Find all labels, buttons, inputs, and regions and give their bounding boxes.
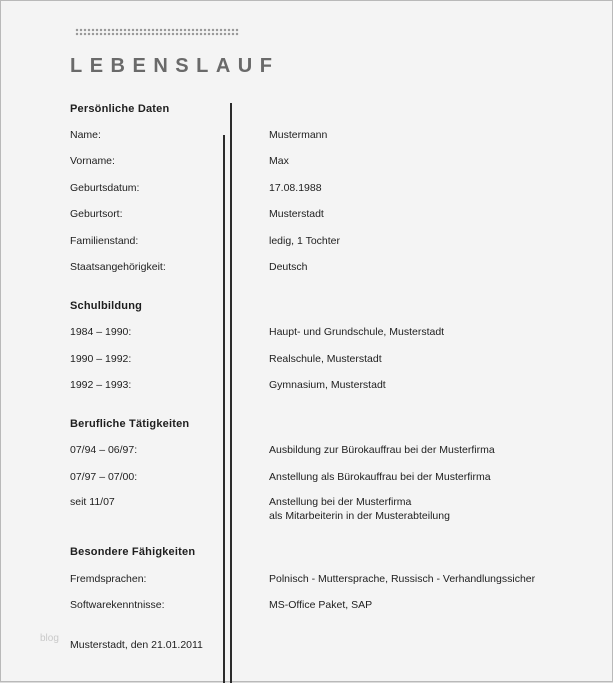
value-work-1: Ausbildung zur Bürokauffrau bei der Musterfirma (269, 444, 495, 456)
value-languages: Polnisch - Muttersprache, Russisch - Verhandlungssicher (269, 573, 536, 585)
label-school-period-1: 1984 – 1990: (70, 326, 132, 338)
label-first-name: Vorname: (70, 155, 115, 167)
section-heading-personal: Persönliche Daten (70, 103, 170, 115)
label-nationality: Staatsangehörigkeit: (70, 261, 166, 273)
label-birth-date: Geburtsdatum: (70, 182, 140, 194)
value-school-2: Realschule, Musterstadt (269, 353, 382, 365)
label-software: Softwarekenntnisse: (70, 599, 165, 611)
value-school-1: Haupt- und Grundschule, Musterstadt (269, 326, 445, 338)
value-nationality: Deutsch (269, 261, 308, 273)
section-heading-work: Berufliche Tätigkeiten (70, 418, 190, 430)
value-marital-status: ledig, 1 Tochter (269, 235, 341, 247)
signature-place-date: Musterstadt, den 21.01.2011 (70, 639, 203, 651)
section-heading-skills: Besondere Fähigkeiten (70, 546, 196, 558)
section-heading-school: Schulbildung (70, 300, 143, 312)
value-birth-place: Musterstadt (269, 208, 324, 220)
value-name: Mustermann (269, 129, 328, 141)
divider-line-outer (230, 103, 232, 683)
watermark-text: blog (40, 633, 59, 644)
value-software: MS-Office Paket, SAP (269, 599, 373, 611)
label-school-period-3: 1992 – 1993: (70, 379, 132, 391)
value-school-3: Gymnasium, Musterstadt (269, 379, 386, 391)
decorative-dots (75, 28, 239, 36)
value-birth-date: 17.08.1988 (269, 182, 322, 194)
value-work-3-line-2: als Mitarbeiterin in der Musterabteilung (269, 510, 450, 522)
label-work-period-1: 07/94 – 06/97: (70, 444, 138, 456)
label-marital-status: Familienstand: (70, 235, 139, 247)
label-work-period-2: 07/97 – 07/00: (70, 471, 138, 483)
label-school-period-2: 1990 – 1992: (70, 353, 132, 365)
label-birth-place: Geburtsort: (70, 208, 123, 220)
value-first-name: Max (269, 155, 289, 167)
label-name: Name: (70, 129, 101, 141)
divider-line-inner (223, 135, 225, 683)
page-title: LEBENSLAUF (70, 55, 280, 77)
label-languages: Fremdsprachen: (70, 573, 147, 585)
label-work-period-3: seit 11/07 (70, 496, 115, 508)
value-work-3-line-1: Anstellung bei der Musterfirma (269, 496, 412, 508)
value-work-2: Anstellung als Bürokauffrau bei der Musterfirma (269, 471, 491, 483)
